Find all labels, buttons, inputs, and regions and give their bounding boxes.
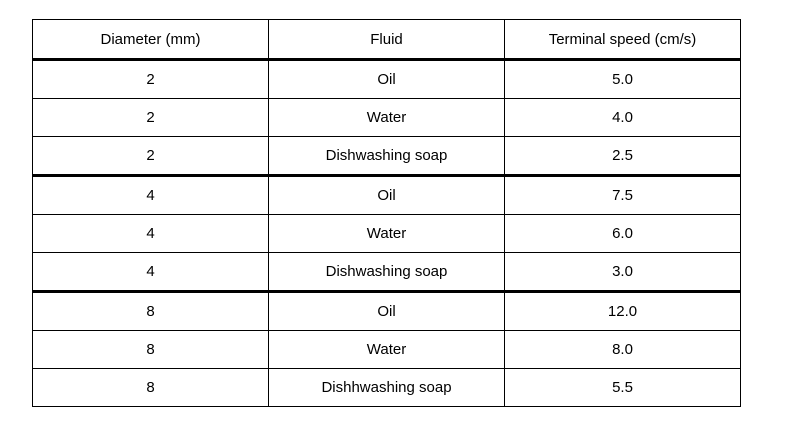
cell-terminal-speed: 2.5 [505, 137, 741, 176]
cell-fluid: Water [269, 99, 505, 137]
cell-terminal-speed: 4.0 [505, 99, 741, 137]
cell-fluid: Dishhwashing soap [269, 369, 505, 407]
cell-diameter: 2 [33, 137, 269, 176]
cell-fluid: Oil [269, 60, 505, 99]
header-diameter: Diameter (mm) [33, 20, 269, 60]
cell-diameter: 4 [33, 176, 269, 215]
header-terminal-speed: Terminal speed (cm/s) [505, 20, 741, 60]
table-header [33, 20, 741, 60]
table-row [33, 292, 741, 331]
cell-fluid: Water [269, 331, 505, 369]
cell-diameter: 8 [33, 331, 269, 369]
cell-terminal-speed: 5.5 [505, 369, 741, 407]
cell-terminal-speed: 3.0 [505, 253, 741, 292]
cell-diameter: 4 [33, 253, 269, 292]
table-row [33, 369, 741, 407]
table-row [33, 137, 741, 176]
table-body [33, 60, 741, 407]
table-row [33, 215, 741, 253]
cell-terminal-speed: 7.5 [505, 176, 741, 215]
cell-diameter: 2 [33, 99, 269, 137]
cell-terminal-speed: 8.0 [505, 331, 741, 369]
cell-diameter: 8 [33, 292, 269, 331]
header-fluid: Fluid [269, 20, 505, 60]
table-row [33, 176, 741, 215]
cell-fluid: Oil [269, 292, 505, 331]
table-row [33, 60, 741, 99]
table-row [33, 99, 741, 137]
table-row [33, 253, 741, 292]
table-row [33, 331, 741, 369]
header-row [33, 20, 741, 60]
cell-diameter: 4 [33, 215, 269, 253]
cell-terminal-speed: 6.0 [505, 215, 741, 253]
cell-fluid: Oil [269, 176, 505, 215]
cell-diameter: 2 [33, 60, 269, 99]
cell-terminal-speed: 12.0 [505, 292, 741, 331]
cell-fluid: Water [269, 215, 505, 253]
data-table [32, 19, 741, 407]
cell-fluid: Dishwashing soap [269, 253, 505, 292]
cell-terminal-speed: 5.0 [505, 60, 741, 99]
cell-diameter: 8 [33, 369, 269, 407]
cell-fluid: Dishwashing soap [269, 137, 505, 176]
